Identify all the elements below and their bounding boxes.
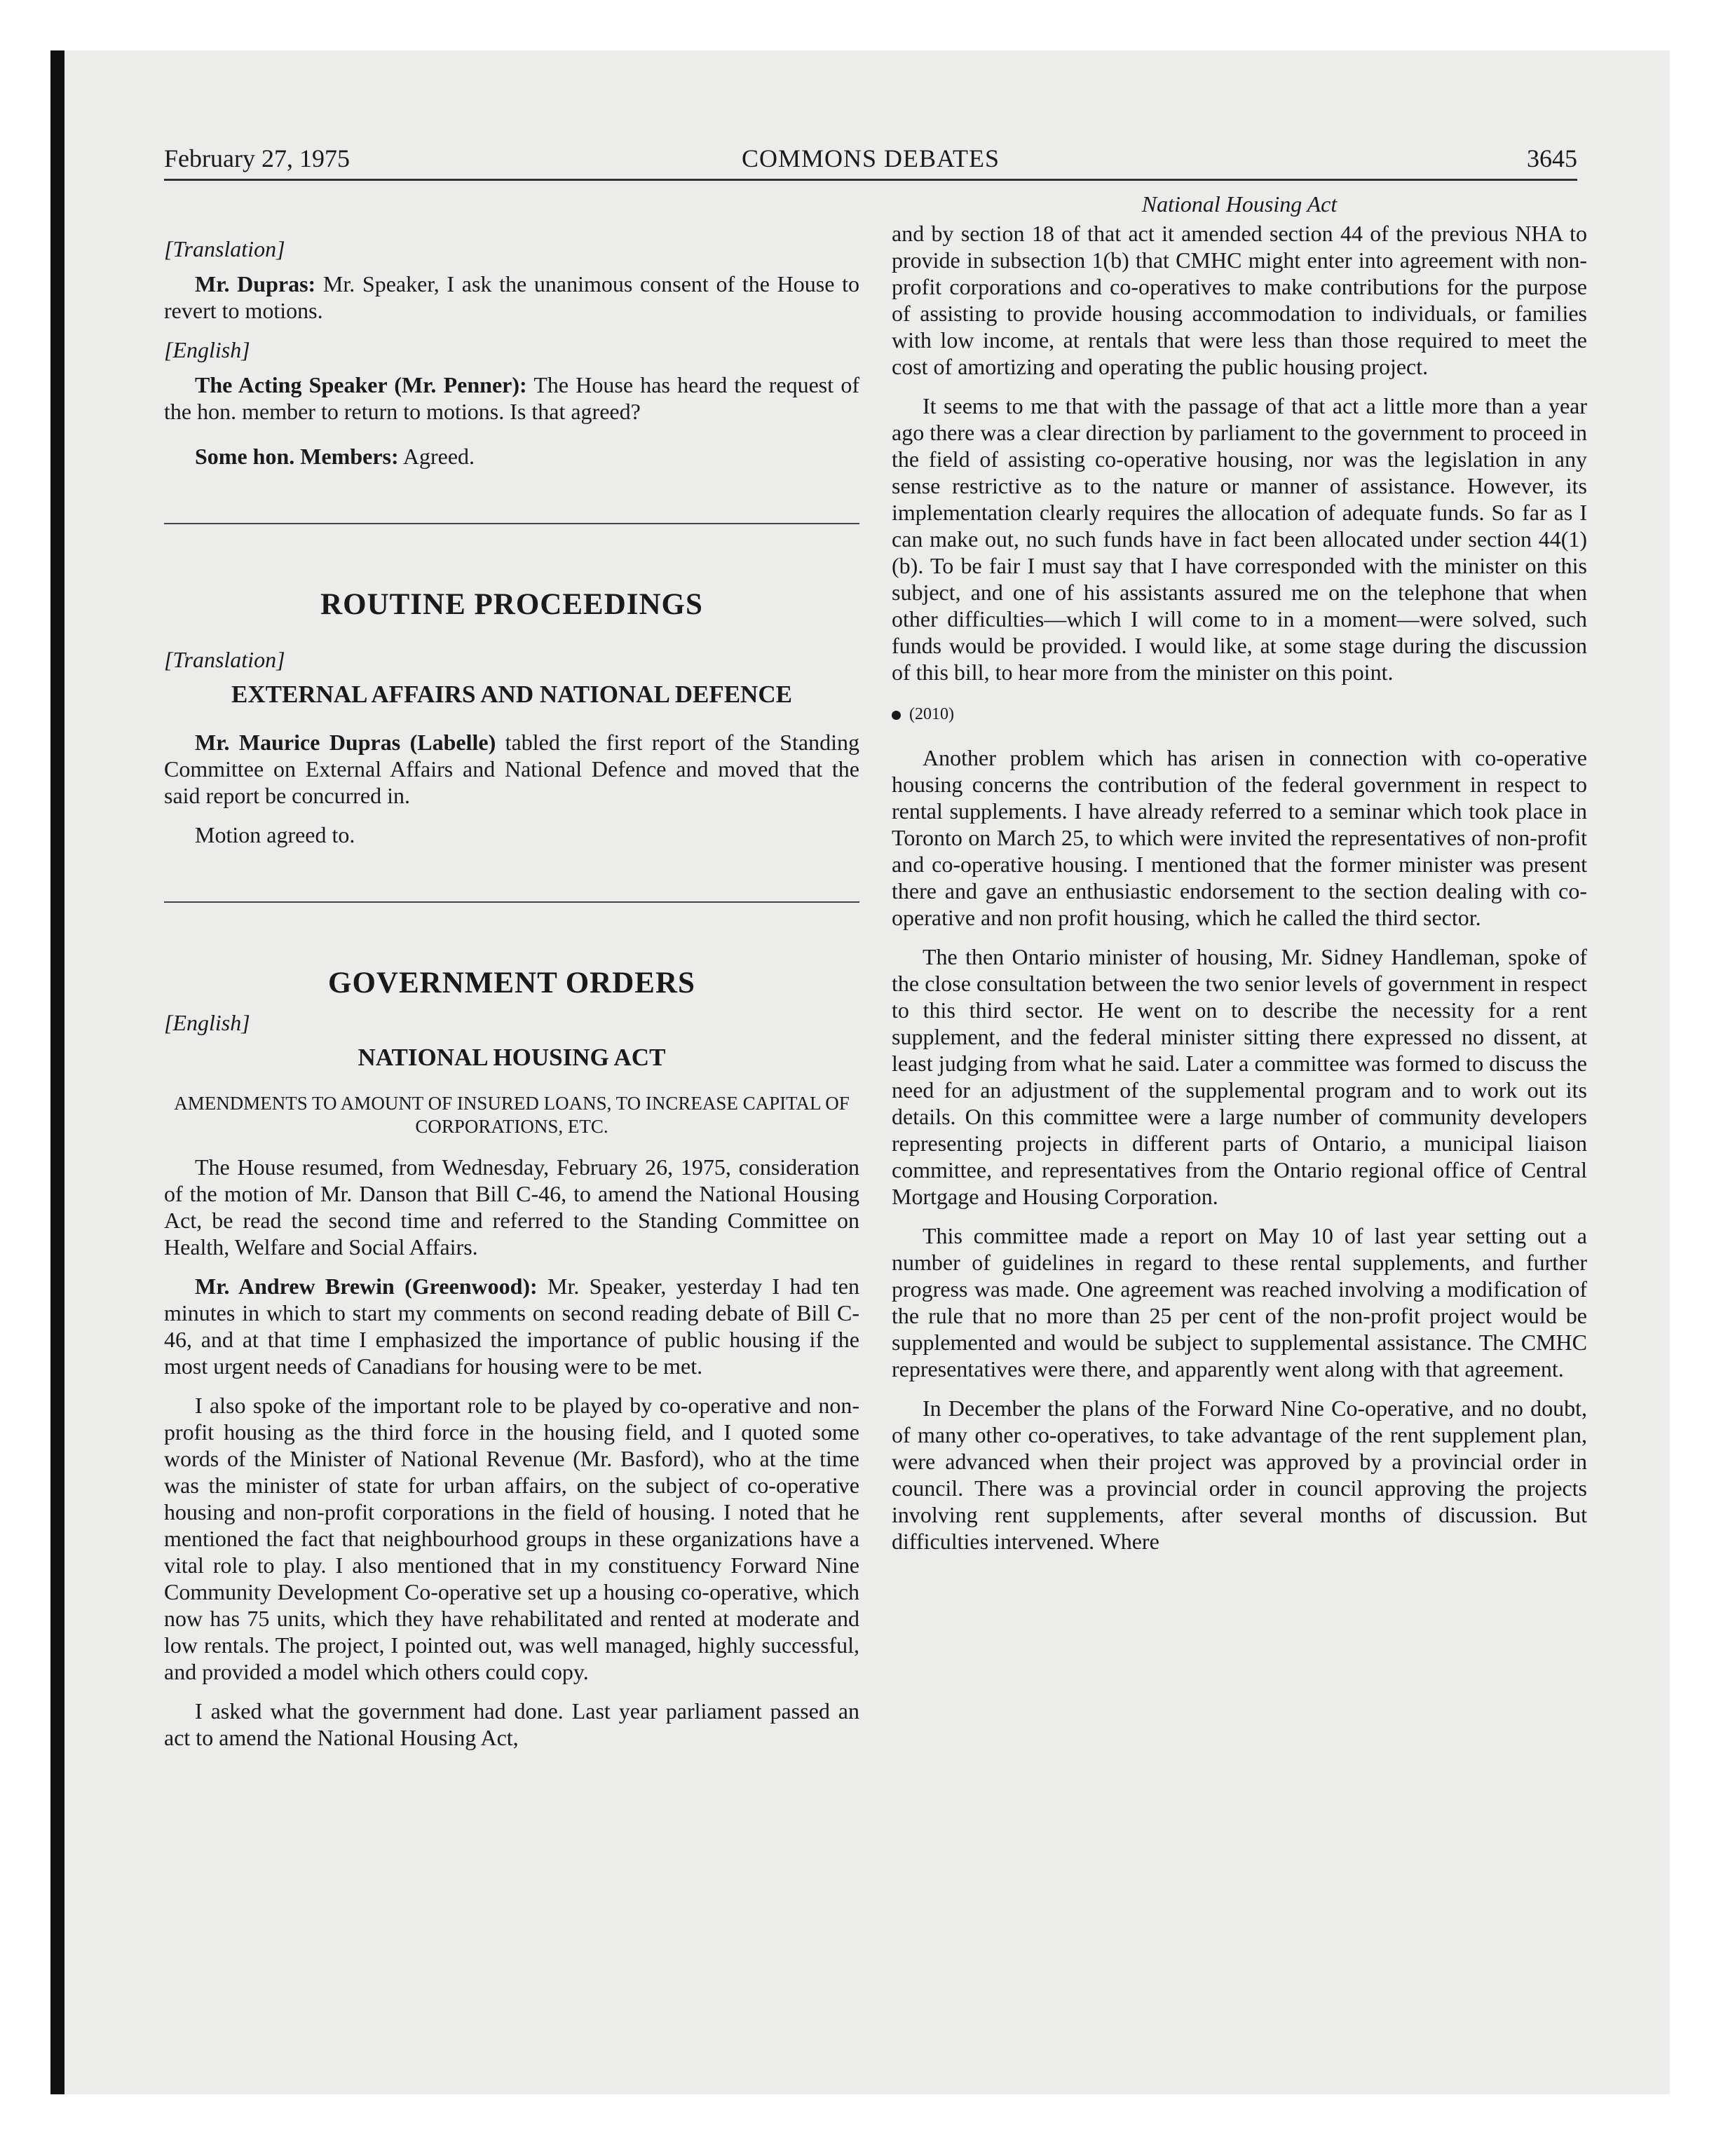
language-tag: [Translation]: [164, 236, 285, 261]
speaker-name: Some hon. Members:: [195, 444, 399, 469]
paragraph: I also spoke of the important role to be played by co-operative and non-profit housing as the third force in the housing field, and I quoted some words of the Minister of National Revenue (Mr. Basford), who at the time was the minister of state for urban affairs, on the subject of co-operative housing and non-profit corporations in the field of housing. I noted that he mentioned the fact that neighbourhood groups in these organizations have a vital role to play. I also mentioned that in my constituency Forward Nine Community Development Co-operative set up a housing co-operative, which now has 75 units, which they have rehabilitated and rented at moderate and low rentals. The project, I pointed out, was well managed, highly successful, and provided a model which others could copy.: [164, 1393, 859, 1684]
paragraph: [164, 729, 859, 809]
paragraph: Another problem which has arisen in connection with co-operative housing concerns the contribution of the federal government in respect to rental supplements. I have already referred to a seminar which took place in Toronto on March 25, to which were invited the representatives of non-profit and co-operative housing. I mentioned that the former minister was present there and gave an enthusiastic endorsement to the section dealing with co-operative and non profit housing, which he called the third sector.: [892, 745, 1587, 930]
speaker-name: The Acting Speaker (Mr. Penner):: [195, 372, 527, 397]
paragraph: [164, 1273, 859, 1379]
section-divider: [164, 901, 859, 903]
paragraph: Motion agreed to.: [195, 822, 355, 847]
page-header: [164, 144, 1577, 181]
left-column: [164, 191, 859, 1751]
time-marker: [892, 701, 1587, 728]
speech-text: Mr. Speaker, I ask the unanimous consent of the House to revert to motions.: [164, 271, 860, 323]
speaker-name: Mr. Andrew Brewin (Greenwood):: [195, 1274, 538, 1299]
subheading-external-affairs: EXTERNAL AFFAIRS AND NATIONAL DEFENCE: [231, 681, 792, 708]
speech-text: Mr. Speaker, yesterday I had ten minutes in which to start my comments on second reading debate of Bill C-46, and at that time I emphasized the importance of public housing if the most urgent needs of Canadians for housing were to be met.: [164, 1274, 860, 1379]
paragraph: I asked what the government had done. Last year parliament passed an act to amend the National Housing Act,: [164, 1698, 859, 1750]
paragraph: The then Ontario minister of housing, Mr. Sidney Handleman, spoke of the close consultation between the two senior levels of government in respect to this third sector. He went on to describe the necessity for a rent supplement, and the federal minister sitting there expressed no dissent, at least judging from what he said. Later a committee was formed to discuss the need for an adjustment of the supplemental program and to work out its details. On this committee were a large number of community developers representing projects in different parts of Ontario, a municipal liaison committee, and representatives from the Ontario regional office of Central Mortgage and Housing Corporation.: [892, 944, 1587, 1209]
bullet-icon: [892, 711, 901, 720]
speaker-name: Mr. Maurice Dupras (Labelle): [195, 730, 496, 755]
speech-text: Agreed.: [398, 444, 475, 469]
section-heading-government-orders: GOVERNMENT ORDERS: [328, 967, 695, 999]
paragraph: The House resumed, from Wednesday, February 26, 1975, consideration of the motion of Mr. Danson that Bill C-46, to amend the National Housing Act, be read the second time and referred to the Standing Committee on Health, Welfare and Social Affairs.: [164, 1154, 859, 1260]
subheading-nha: NATIONAL HOUSING ACT: [358, 1044, 666, 1071]
paragraph: [164, 271, 859, 324]
paragraph: In December the plans of the Forward Nine Co-operative, and no doubt, of many other co-operatives, to take advantage of the rent supplement plan, were advanced when their project was approved by a provincial order in council. There was a provincial order in council approving the projects involving rent supplements, after several months of discussion. But difficulties intervened. Where: [892, 1396, 1587, 1554]
section-divider: [164, 523, 859, 524]
paragraph: It seems to me that with the passage of that act a little more than a year ago there was a clear direction by parliament to the government to proceed in the field of assisting co-operative housing, nor was the legislation in any sense restrictive as to the nature or manner of assistance. However, its implementation clearly requires the allocation of adequate funds. So far as I can make out, no such funds have in fact been allocated under section 44(1)(b). To be fair I must say that I have corresponded with the minister on this subject, and one of his assistants assured me on the telephone that when other difficulties—which I will come to in a moment—were solved, such funds would be provided. I would like, at some stage during the discussion of this bill, to hear more from the minister on this point.: [892, 393, 1587, 685]
language-tag: [English]: [164, 337, 250, 362]
header-date: February 27, 1975: [164, 144, 350, 172]
page-number: 3645: [1527, 144, 1577, 172]
header-title: COMMONS DEBATES: [741, 144, 1000, 172]
speaker-name: Mr. Dupras:: [195, 271, 316, 296]
running-head: National Housing Act: [1141, 191, 1338, 217]
time-stamp: (2010): [909, 705, 954, 723]
right-column: [892, 191, 1587, 1555]
speech-text: tabled the first report of the Standing Committee on External Affairs and National Defence and moved that the said report be concurred in.: [164, 730, 860, 808]
paragraph: [164, 371, 859, 425]
section-heading-routine: ROUTINE PROCEEDINGS: [320, 588, 703, 621]
language-tag: [English]: [164, 1010, 250, 1035]
amendments-subheading: AMENDMENTS TO AMOUNT OF INSURED LOANS, TO INCREASE CAPITAL OF CORPORATIONS, ETC.: [174, 1093, 850, 1137]
speech-text: The House has heard the request of the hon. member to return to motions. Is that agreed?: [164, 372, 860, 424]
paragraph: This committee made a report on May 10 of last year setting out a number of guidelines in regard to these rental supplements, and further progress was made. One agreement was reached involving a modification of the rule that no more than 25 per cent of the non-profit project would be supplemented and would be subject to supplemental assistance. The CMHC representatives were there, and apparently went along with that agreement.: [892, 1223, 1587, 1381]
scan-border: [50, 50, 64, 2094]
language-tag: [Translation]: [164, 647, 285, 672]
paragraph: and by section 18 of that act it amended section 44 of the previous NHA to provide in subsection 1(b) that CMHC might enter into agreement with non-profit corporations and co-operatives to make contributions for the purpose of assisting to provide housing accommodation to individuals, or families with low income, at rentals that were less than those required to meet the cost of amortizing and operating the public housing project.: [892, 221, 1587, 379]
paragraph: [164, 443, 859, 470]
